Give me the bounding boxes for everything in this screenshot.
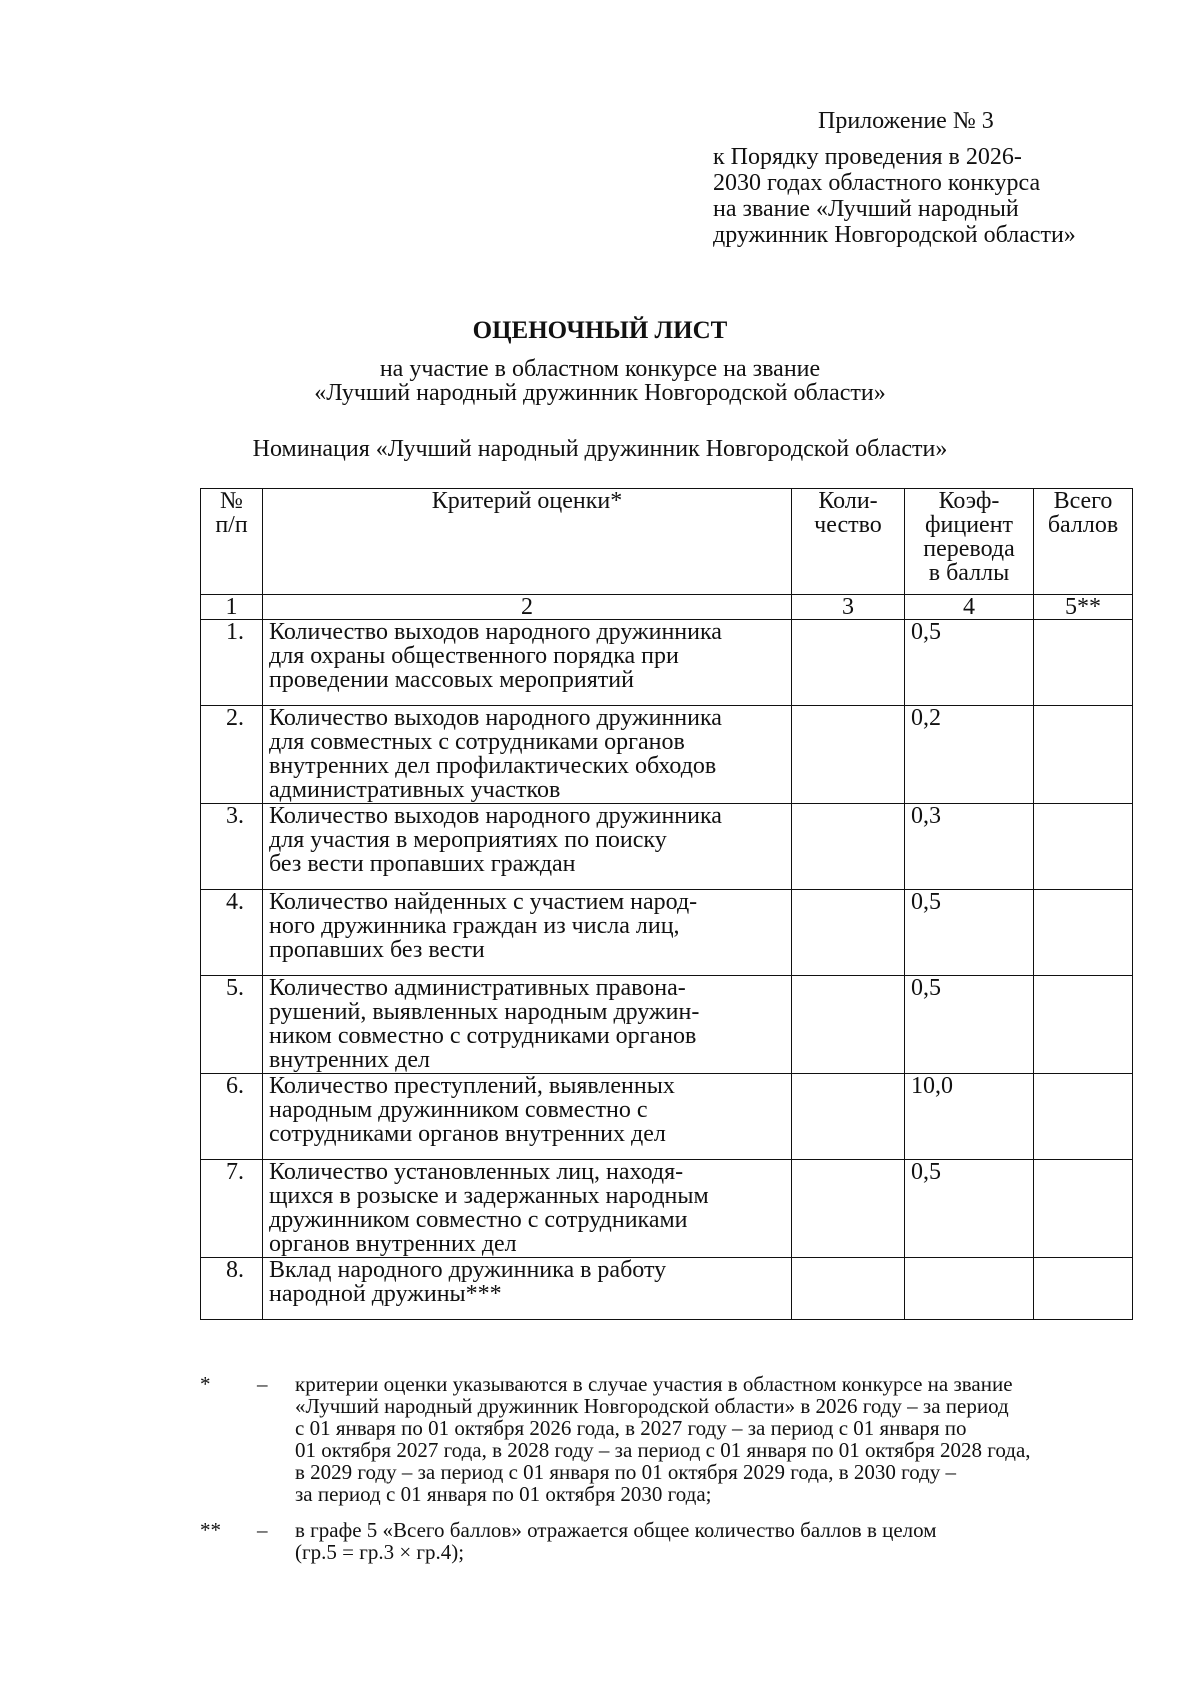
row-number: 6. [201,1074,263,1160]
column-number: 3 [792,595,905,620]
header-cell-criterion: Критерий оценки* [263,489,792,595]
total-cell [1034,1160,1133,1258]
criterion-line: органов внутренних дел [269,1231,517,1257]
total-cell [1034,804,1133,890]
quantity-cell [792,1160,905,1258]
table-row [201,1160,1133,1258]
criterion-line: народным дружинником совместно с [269,1097,648,1123]
coefficient-cell: 0,5 [905,1160,1034,1258]
criterion-line: дружинником совместно с сотрудниками [269,1207,688,1233]
appendix-number: Приложение № 3 [818,108,994,134]
criterion-line: проведении массовых мероприятий [269,667,634,693]
table-row [201,890,1133,976]
table-row [201,706,1133,804]
criterion-line: народной дружины*** [269,1281,502,1307]
appendix-line: дружинник Новгородской области» [713,222,1076,248]
total-cell [1034,1258,1133,1320]
table-row [201,620,1133,706]
subtitle-line: «Лучший народный дружинник Новгородской области» [314,380,886,406]
criterion-line: ником совместно с сотрудниками органов [269,1023,697,1049]
row-number: 7. [201,1160,263,1258]
table-row [201,976,1133,1074]
total-cell [1034,620,1133,706]
footnotes [200,1373,1140,1577]
criterion-line: административных участков [269,777,561,803]
appendix-line: 2030 годах областного конкурса [713,170,1041,196]
row-number: 5. [201,976,263,1074]
evaluation-table [200,488,1133,1320]
column-number: 1 [201,595,263,620]
subtitle-line: на участие в областном конкурсе на звание [379,356,821,382]
quantity-cell [792,706,905,804]
criterion-line: внутренних дел [269,1047,430,1073]
header-cell-coefficient: Коэф- фициент перевода в баллы [905,489,1034,595]
quantity-cell [792,1074,905,1160]
coefficient-cell: 0,5 [905,976,1034,1074]
coefficient-cell: 0,5 [905,890,1034,976]
criterion-line: Количество преступлений, выявленных [269,1073,675,1099]
coefficient-cell: 0,3 [905,804,1034,890]
quantity-cell [792,890,905,976]
criterion-cell [263,890,792,976]
footnote-line: за период с 01 января по 01 октября 2030 года; [295,1482,712,1506]
header-cell-number: № п/п [201,489,263,595]
total-cell [1034,890,1133,976]
table-row [201,804,1133,890]
row-number: 1. [201,620,263,706]
column-number: 4 [905,595,1034,620]
appendix-line: к Порядку проведения в 2026- [713,144,1022,170]
criterion-line: Количество выходов народного дружинника [269,705,722,731]
criterion-line: Количество выходов народного дружинника [269,619,722,645]
criterion-line: рушений, выявленных народным дружин- [269,999,700,1025]
criterion-line: пропавших без вести [269,937,485,963]
criterion-line: щихся в розыске и задержанных народным [269,1183,709,1209]
table-body [201,620,1133,1320]
nomination-line: Номинация «Лучший народный дружинник Новгородской области» [252,436,948,462]
criterion-line: Количество найденных с участием народ- [269,889,698,915]
criterion-line: без вести пропавших граждан [269,851,576,877]
criterion-cell [263,706,792,804]
criterion-line: Количество выходов народного дружинника [269,803,722,829]
criterion-line: сотрудниками органов внутренних дел [269,1121,666,1147]
table-header-row [201,489,1133,595]
quantity-cell [792,1258,905,1320]
footnote-mark: * [200,1372,211,1396]
footnote-line: «Лучший народный дружинник Новгородской области» в 2026 году – за период [295,1394,1009,1418]
document-title: ОЦЕНОЧНЫЙ ЛИСТ [472,317,728,344]
total-cell [1034,706,1133,804]
criterion-line: Вклад народного дружинника в работу [269,1257,667,1283]
column-number: 5** [1034,595,1133,620]
row-number: 8. [201,1258,263,1320]
table-row [201,1258,1133,1320]
row-number: 3. [201,804,263,890]
quantity-cell [792,804,905,890]
coefficient-cell: 10,0 [905,1074,1034,1160]
footnote-line: (гр.5 = гр.3 × гр.4); [295,1540,465,1564]
quantity-cell [792,976,905,1074]
footnote [200,1373,1140,1505]
appendix-header [713,108,1076,248]
column-number-row [201,595,1133,620]
footnote [200,1519,1140,1563]
row-number: 2. [201,706,263,804]
coefficient-cell [905,1258,1034,1320]
footnote-mark: ** [200,1518,221,1542]
row-number: 4. [201,890,263,976]
header-cell-quantity: Коли- чество [792,489,905,595]
footnote-dash: – [257,1518,268,1542]
criterion-line: для участия в мероприятиях по поиску [269,827,667,853]
footnote-dash: – [257,1372,268,1396]
criterion-line: Количество административных правона- [269,975,686,1001]
criterion-line: Количество установленных лиц, находя- [269,1159,684,1185]
footnote-line: 01 октября 2027 года, в 2028 году – за период с 01 января по 01 октября 2028 года, [295,1438,1031,1462]
criterion-line: для совместных с сотрудниками органов [269,729,685,755]
coefficient-cell: 0,2 [905,706,1034,804]
criterion-line: ного дружинника граждан из числа лиц, [269,913,680,939]
total-cell [1034,976,1133,1074]
criterion-cell [263,1258,792,1320]
criterion-cell [263,620,792,706]
criterion-cell [263,1160,792,1258]
criterion-cell [263,976,792,1074]
footnote-line: критерии оценки указываются в случае участия в областном конкурсе на звание [295,1372,1013,1396]
criterion-cell [263,804,792,890]
footnote-line: в 2029 году – за период с 01 января по 01 октября 2029 года, в 2030 году – [295,1460,957,1484]
quantity-cell [792,620,905,706]
table-row [201,1074,1133,1160]
coefficient-cell: 0,5 [905,620,1034,706]
criterion-cell [263,1074,792,1160]
criterion-line: для охраны общественного порядка при [269,643,679,669]
header-cell-total: Всего баллов [1034,489,1133,595]
criterion-line: внутренних дел профилактических обходов [269,753,717,779]
total-cell [1034,1074,1133,1160]
appendix-line: на звание «Лучший народный [713,196,1019,222]
document-subtitle [0,357,1200,405]
footnote-line: с 01 января по 01 октября 2026 года, в 2027 году – за период с 01 января по [295,1416,967,1440]
column-number: 2 [263,595,792,620]
footnote-line: в графе 5 «Всего баллов» отражается общее количество баллов в целом [295,1518,937,1542]
